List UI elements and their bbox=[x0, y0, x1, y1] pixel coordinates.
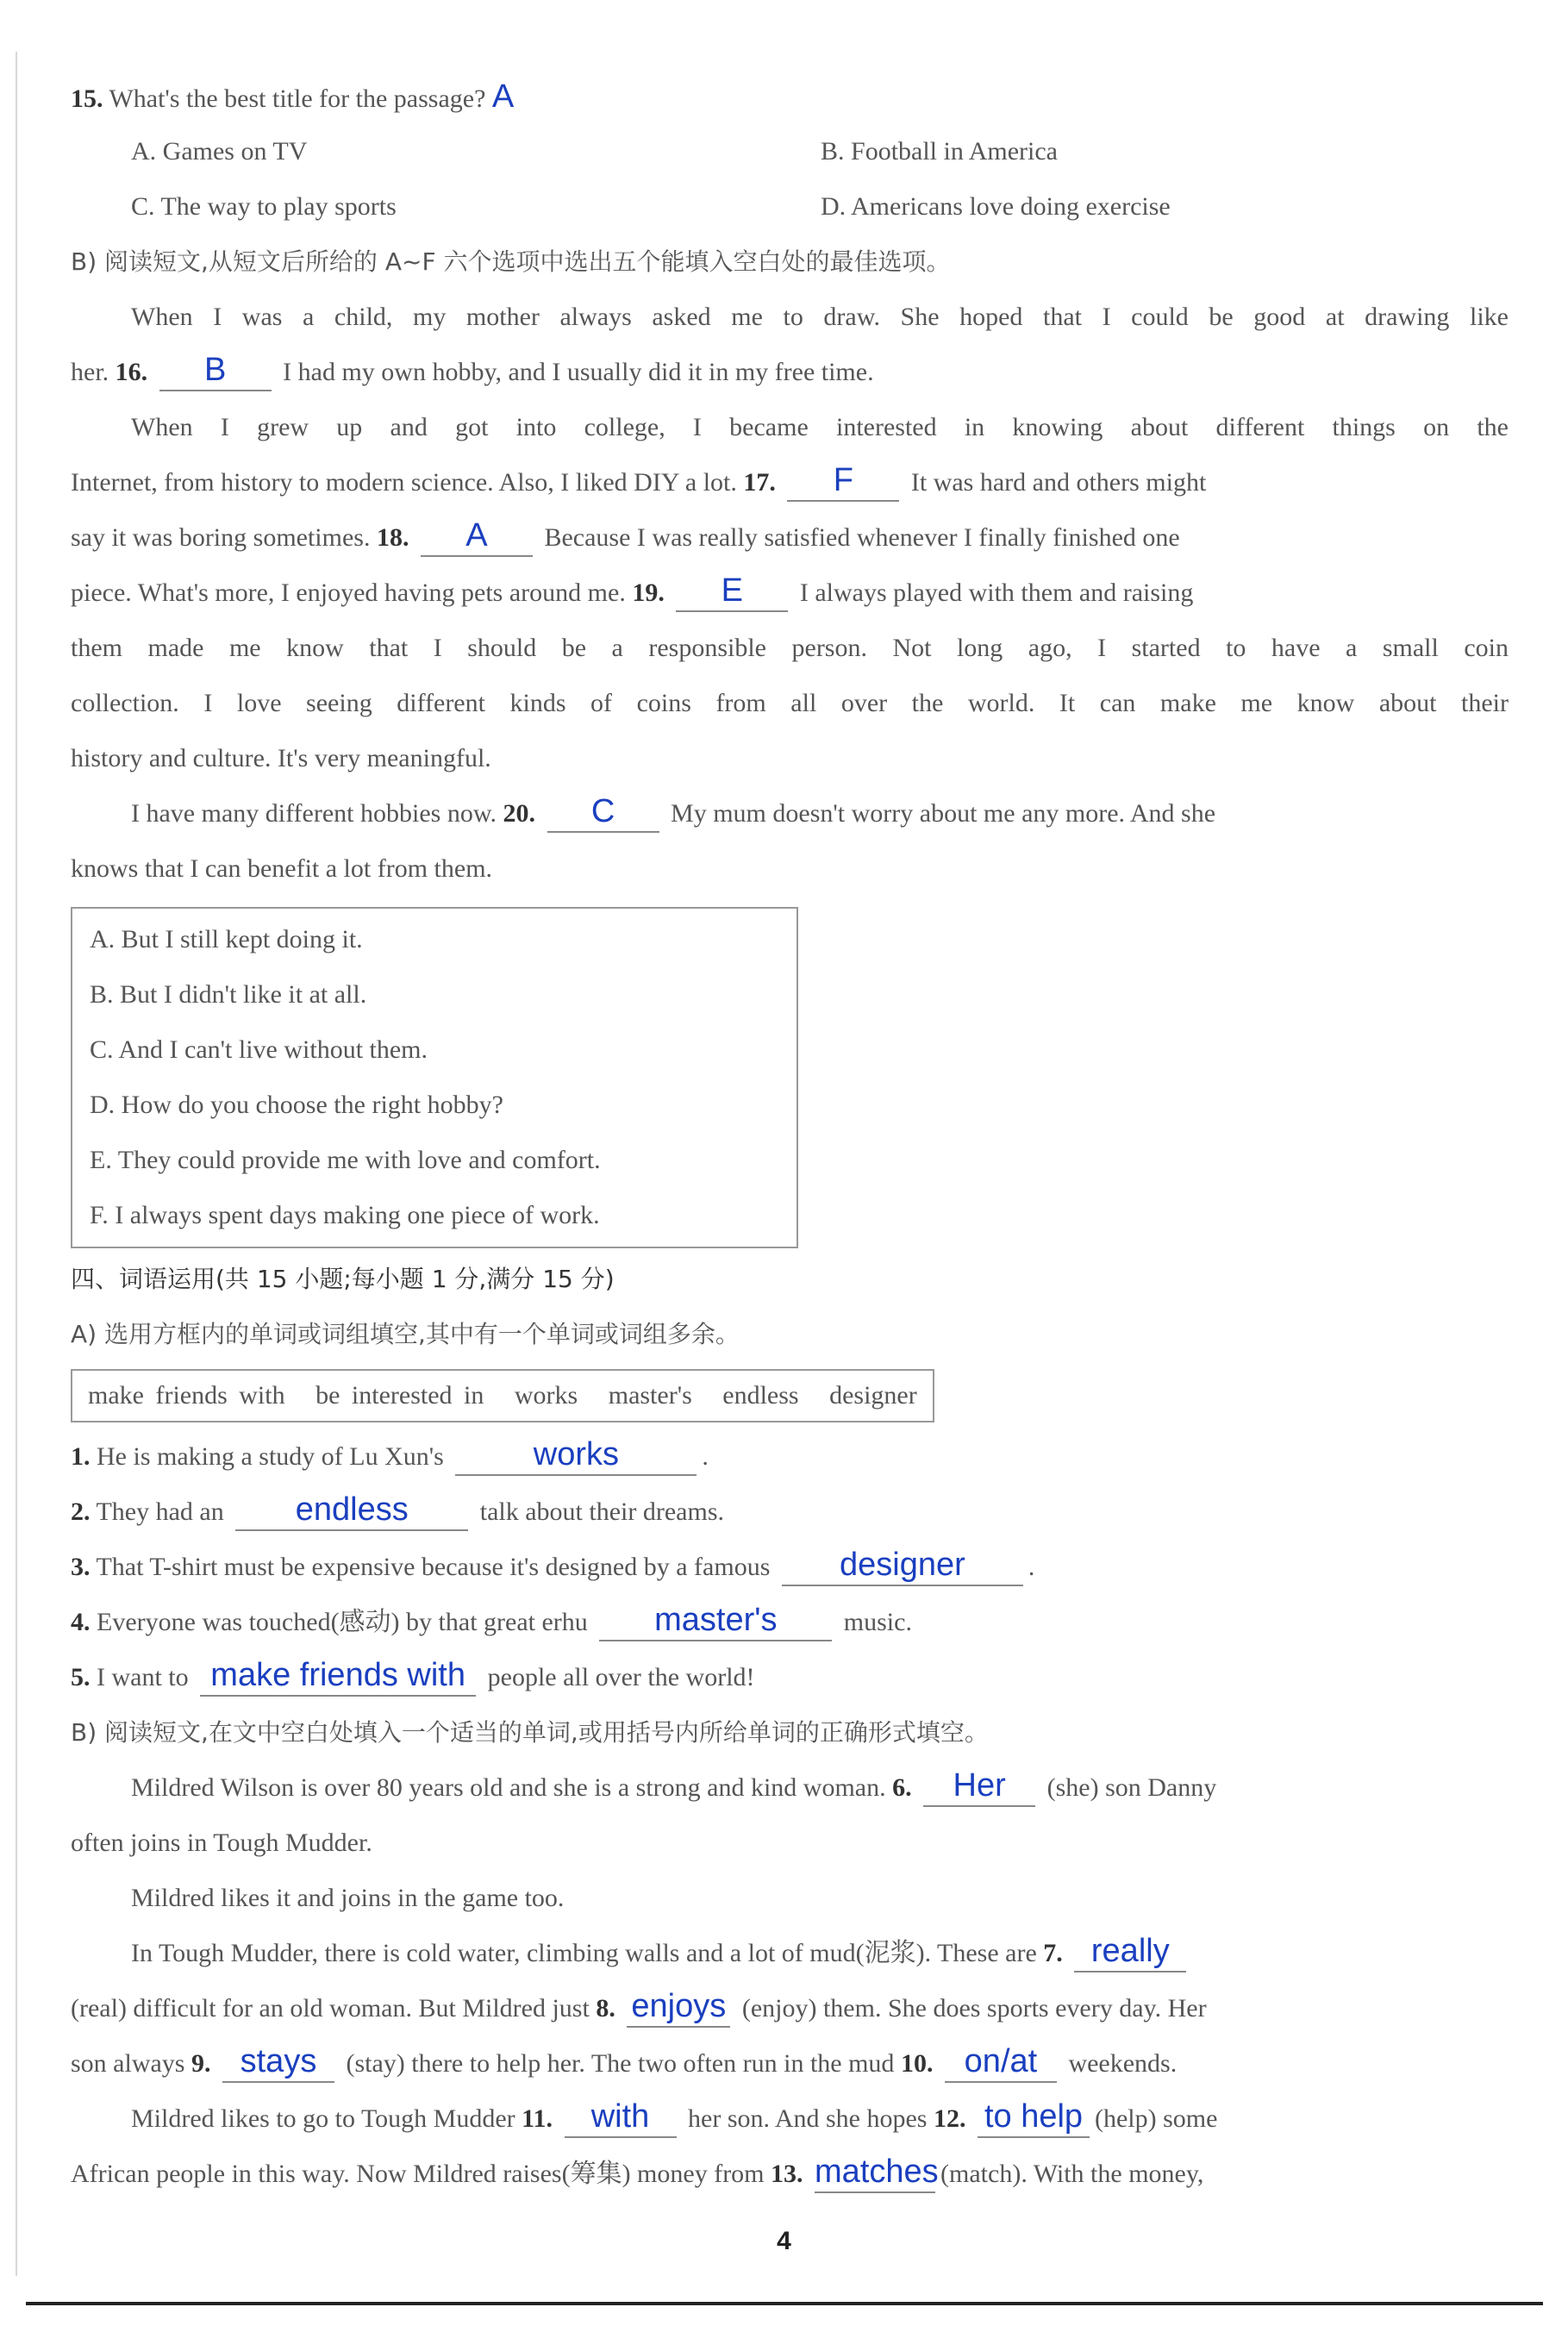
option-item: E. They could provide me with love and comfort. bbox=[90, 1146, 601, 1174]
answer-blank bbox=[565, 2099, 677, 2138]
option-a: A. Games on TV bbox=[131, 137, 308, 166]
text: I want to bbox=[97, 1663, 189, 1691]
handwritten-answer: master's bbox=[654, 1602, 778, 1638]
text: people all over the world! bbox=[487, 1663, 755, 1691]
option-item: D. How do you choose the right hobby? bbox=[90, 1091, 503, 1119]
passage2-line bbox=[71, 2091, 1509, 2147]
question-number: 19. bbox=[632, 578, 665, 607]
passage2-line bbox=[71, 2147, 1509, 2202]
text: He is making a study of Lu Xun's bbox=[97, 1442, 444, 1471]
option-row bbox=[71, 124, 1509, 179]
question-number: 5. bbox=[71, 1663, 91, 1691]
question-number: 4. bbox=[71, 1608, 91, 1636]
question-number: 13. bbox=[771, 2160, 803, 2188]
page-number: 4 bbox=[777, 2227, 791, 2255]
option-c: C. The way to play sports bbox=[131, 192, 397, 221]
passage-line bbox=[71, 566, 1509, 621]
handwritten-answer: B bbox=[203, 352, 227, 388]
handwritten-answer: stays bbox=[240, 2043, 317, 2079]
section-b-instruction: B) 阅读短文,从短文后所给的 A~F 六个选项中选出五个能填入空白处的最佳选项。 bbox=[71, 247, 951, 276]
answer-blank bbox=[159, 353, 272, 391]
question-number: 3. bbox=[71, 1553, 91, 1581]
question-number: 10. bbox=[900, 2049, 934, 2078]
question-15 bbox=[71, 69, 1509, 124]
passage-line bbox=[71, 786, 1509, 841]
text: Mildred Wilson is over 80 years old and she is a strong and kind woman. bbox=[131, 1773, 886, 1802]
text: They had an bbox=[96, 1497, 224, 1526]
answer-blank bbox=[599, 1603, 832, 1641]
answer-blank bbox=[945, 2044, 1057, 2083]
word-option: be interested in bbox=[315, 1381, 484, 1410]
answer-blank bbox=[1074, 1934, 1186, 1973]
handwritten-answer: C bbox=[590, 793, 615, 829]
handwritten-answer: with bbox=[590, 2098, 650, 2135]
text: her son. And she hopes bbox=[688, 2104, 928, 2133]
fill-question-4 bbox=[71, 1595, 1509, 1650]
text: (match). With the money, bbox=[940, 2160, 1204, 2188]
handwritten-answer: enjoys bbox=[631, 1988, 727, 2024]
section-4-heading: 四、词语运用(共 15 小题;每小题 1 分,满分 15 分) bbox=[71, 1265, 615, 1293]
question-number: 17. bbox=[743, 468, 776, 497]
handwritten-answer: E bbox=[721, 572, 743, 609]
option-item: B. But I didn't like it at all. bbox=[90, 980, 367, 1009]
passage-line: them made me know that I should be a responsible person. Not long ago, I started to have a small coin bbox=[71, 634, 1509, 662]
fill-question-2 bbox=[71, 1485, 1509, 1540]
passage-line: knows that I can benefit a lot from them. bbox=[71, 854, 493, 883]
question-number: 1. bbox=[71, 1442, 91, 1471]
handwritten-answer: F bbox=[833, 462, 853, 498]
passage2-line bbox=[71, 1926, 1509, 1981]
handwritten-answer: works bbox=[533, 1436, 619, 1472]
answer-blank bbox=[200, 1658, 476, 1697]
text: . bbox=[1028, 1553, 1035, 1581]
text: (help) some bbox=[1095, 2104, 1218, 2133]
text: In Tough Mudder, there is cold water, climbing walls and a lot of mud(泥浆). These are bbox=[131, 1939, 1037, 1967]
text: say it was boring sometimes. bbox=[71, 523, 371, 552]
handwritten-answer: to help bbox=[984, 2098, 1084, 2135]
question-number: 11. bbox=[522, 2104, 553, 2133]
passage-line bbox=[71, 455, 1509, 510]
answer-blank bbox=[421, 518, 533, 557]
question-number: 12. bbox=[934, 2104, 966, 2133]
section-4b-instruction: B) 阅读短文,在文中空白处填入一个适当的单词,或用括号内所给单词的正确形式填空。 bbox=[71, 1718, 989, 1747]
text: son always bbox=[71, 2049, 185, 2078]
fill-question-1 bbox=[71, 1429, 1509, 1485]
option-d: D. Americans love doing exercise bbox=[821, 192, 1171, 221]
answer-blank bbox=[455, 1437, 697, 1476]
options-box bbox=[71, 907, 798, 1248]
text: I have many different hobbies now. bbox=[131, 799, 497, 828]
text: I had my own hobby, and I usually did it in my free time. bbox=[283, 358, 874, 386]
answer-blank bbox=[547, 794, 659, 833]
passage-line bbox=[71, 345, 1509, 400]
text: I always played with them and raising bbox=[799, 578, 1194, 607]
option-item: A. But I still kept doing it. bbox=[90, 925, 363, 953]
passage-line bbox=[71, 510, 1509, 566]
text: (she) son Danny bbox=[1046, 1773, 1217, 1802]
question-number: 8. bbox=[596, 1994, 615, 2023]
passage2-line bbox=[71, 2036, 1509, 2091]
answer-blank bbox=[676, 573, 788, 612]
question-number: 15. bbox=[71, 84, 103, 113]
answer-blank bbox=[235, 1492, 468, 1531]
word-option: endless bbox=[722, 1381, 799, 1410]
question-number: 2. bbox=[71, 1497, 91, 1526]
passage2-line: often joins in Tough Mudder. bbox=[71, 1829, 372, 1857]
handwritten-answer: A bbox=[491, 78, 515, 115]
text: (enjoy) them. She does sports every day. Her bbox=[741, 1994, 1207, 2023]
word-option: designer bbox=[829, 1381, 917, 1410]
passage2-line bbox=[71, 1760, 1509, 1816]
handwritten-answer: make friends with bbox=[210, 1657, 465, 1693]
answer-blank bbox=[782, 1547, 1023, 1586]
option-item: C. And I can't live without them. bbox=[90, 1035, 428, 1064]
passage-line: When I was a child, my mother always asked me to draw. She hoped that I could be good at drawing like bbox=[131, 303, 1509, 331]
answer-blank bbox=[923, 1768, 1035, 1807]
passage2-line bbox=[71, 1981, 1509, 2036]
handwritten-answer: Her bbox=[953, 1767, 1006, 1804]
passage-line: history and culture. It's very meaningful. bbox=[71, 744, 491, 772]
answer-blank bbox=[978, 2099, 1090, 2138]
fill-question-3 bbox=[71, 1540, 1509, 1595]
passage-line: collection. I love seeing different kinds of coins from all over the world. It can make me know about their bbox=[71, 689, 1509, 717]
answer-blank bbox=[815, 2154, 939, 2193]
text: African people in this way. Now Mildred raises(筹集) money from bbox=[71, 2160, 765, 2188]
question-number: 18. bbox=[376, 523, 409, 552]
question-number: 16. bbox=[115, 358, 148, 386]
text: (stay) there to help her. The two often run in the mud bbox=[346, 2049, 895, 2078]
question-number: 6. bbox=[892, 1773, 912, 1802]
option-row bbox=[71, 179, 1509, 234]
handwritten-answer: on/at bbox=[964, 2043, 1038, 2079]
answer-blank bbox=[627, 1989, 730, 2028]
text: That T-shirt must be expensive because it's designed by a famous bbox=[96, 1553, 771, 1581]
handwritten-answer: endless bbox=[295, 1491, 409, 1528]
bottom-rule bbox=[26, 2302, 1543, 2305]
option-b: B. Football in America bbox=[821, 137, 1058, 166]
option-item: F. I always spent days making one piece of work. bbox=[90, 1201, 600, 1229]
text: Internet, from history to modern science. Also, I liked DIY a lot. bbox=[71, 468, 737, 497]
text: her. bbox=[71, 358, 109, 386]
text: (real) difficult for an old woman. But Mildred just bbox=[71, 1994, 590, 2023]
word-box bbox=[71, 1369, 934, 1422]
passage2-line: Mildred likes it and joins in the game too. bbox=[131, 1884, 565, 1912]
passage-line: When I grew up and got into college, I became interested in knowing about different things on the bbox=[131, 413, 1509, 441]
question-text: What's the best title for the passage? bbox=[109, 84, 486, 113]
question-number: 7. bbox=[1043, 1939, 1063, 1967]
text: Mildred likes to go to Tough Mudder bbox=[131, 2104, 515, 2133]
question-number: 20. bbox=[503, 799, 536, 828]
worksheet-page bbox=[71, 69, 1509, 2202]
handwritten-answer: A bbox=[465, 517, 488, 553]
text: weekends. bbox=[1068, 2049, 1178, 2078]
left-margin-rule bbox=[16, 52, 17, 2276]
handwritten-answer: matches bbox=[815, 2154, 939, 2190]
text: . bbox=[702, 1442, 709, 1471]
fill-question-5 bbox=[71, 1650, 1509, 1705]
answer-blank bbox=[787, 463, 899, 502]
text: It was hard and others might bbox=[910, 468, 1207, 497]
text: talk about their dreams. bbox=[479, 1497, 724, 1526]
word-option: works bbox=[514, 1381, 578, 1410]
handwritten-answer: designer bbox=[839, 1547, 965, 1583]
text: Everyone was touched(感动) by that great erhu bbox=[97, 1608, 588, 1636]
text: My mum doesn't worry about me any more. And she bbox=[671, 799, 1216, 828]
text: music. bbox=[843, 1608, 912, 1636]
section-4a-instruction: A) 选用方框内的单词或词组填空,其中有一个单词或词组多余。 bbox=[71, 1320, 740, 1348]
text: Because I was really satisfied whenever I finally finished one bbox=[544, 523, 1180, 552]
question-number: 9. bbox=[191, 2049, 211, 2078]
answer-blank bbox=[222, 2044, 334, 2083]
word-option: master's bbox=[608, 1381, 692, 1410]
text: piece. What's more, I enjoyed having pets around me. bbox=[71, 578, 626, 607]
handwritten-answer: really bbox=[1090, 1933, 1170, 1969]
word-option: make friends with bbox=[88, 1381, 285, 1410]
